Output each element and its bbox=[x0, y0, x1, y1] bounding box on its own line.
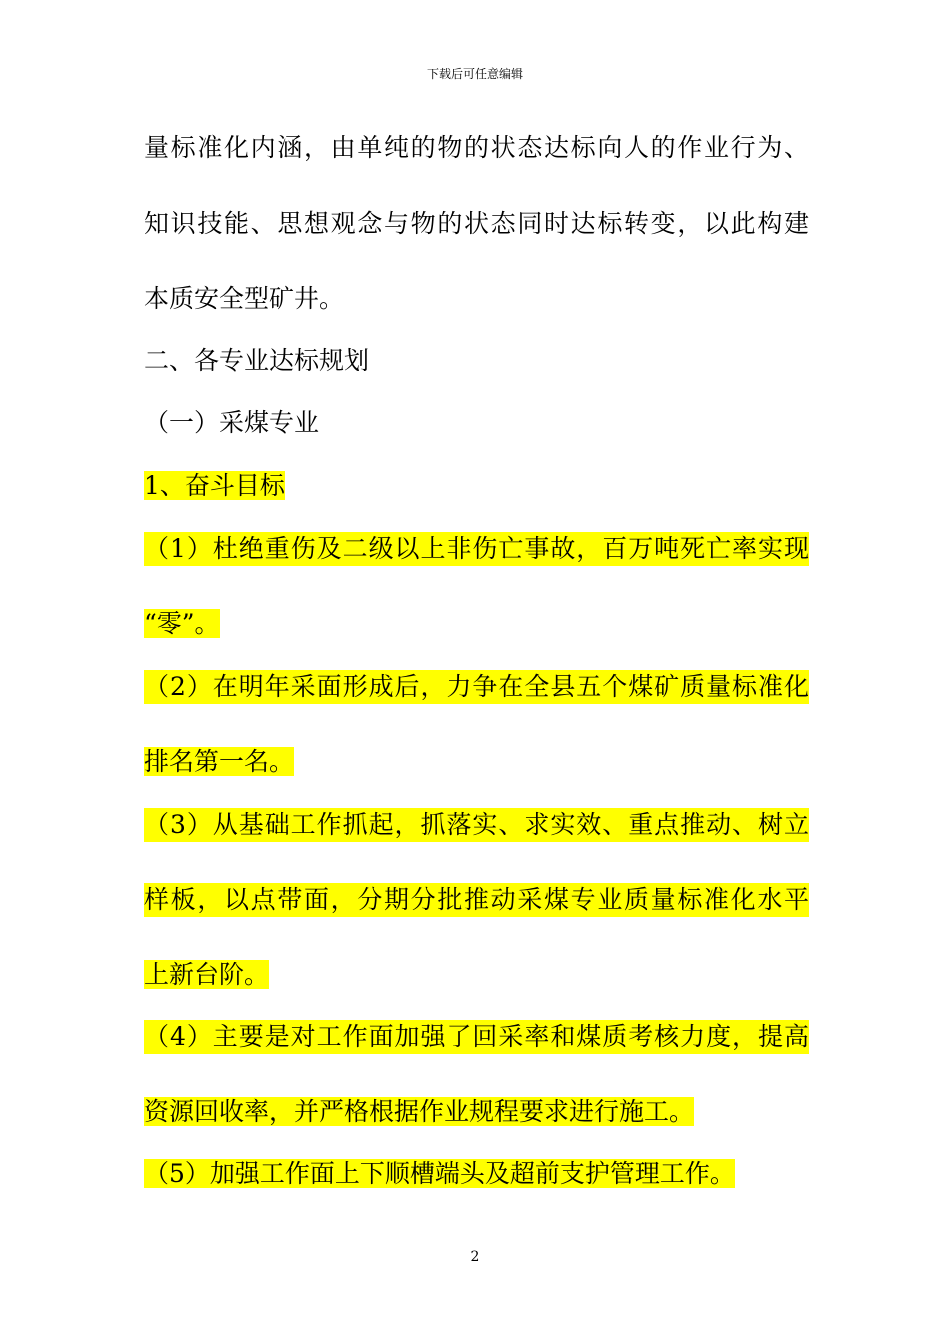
paragraph-line: 知识技能、思想观念与物的状态同时达标转变，以此构建 bbox=[144, 209, 809, 238]
highlighted-text: “零”。 bbox=[144, 609, 220, 638]
goal-item-1-line bbox=[144, 607, 809, 641]
goal-item-3-line: 样板，以点带面，分期分批推动采煤专业质量标准化水平 bbox=[144, 883, 809, 917]
subsection-heading: （一）采煤专业 bbox=[144, 408, 320, 437]
goal-heading bbox=[144, 469, 809, 503]
goal-item-4-line bbox=[144, 1095, 809, 1129]
highlighted-text: 资源回收率，并严格根据作业规程要求进行施工。 bbox=[144, 1097, 695, 1126]
goal-item-4-line: （4）主要是对工作面加强了回采率和煤质考核力度，提高 bbox=[144, 1020, 809, 1054]
highlighted-text: 排名第一名。 bbox=[144, 747, 295, 776]
paragraph-line: 量标准化内涵，由单纯的物的状态达标向人的作业行为、 bbox=[144, 133, 809, 162]
page-number: 2 bbox=[470, 1249, 480, 1265]
goal-item-2-line: （2）在明年采面形成后，力争在全县五个煤矿质量标准化 bbox=[144, 670, 809, 704]
section-heading: 二、各专业达标规划 bbox=[144, 346, 370, 375]
goal-item-2-line bbox=[144, 745, 809, 779]
page-header-note: 下载后可任意编辑 bbox=[426, 67, 523, 81]
paragraph-line: 本质安全型矿井。 bbox=[144, 284, 345, 313]
goal-item-3-line bbox=[144, 958, 809, 992]
goal-item-5-line bbox=[144, 1157, 809, 1191]
highlighted-text: （5）加强工作面上下顺槽端头及超前支护管理工作。 bbox=[144, 1159, 735, 1188]
goal-item-1-line: （1）杜绝重伤及二级以上非伤亡事故，百万吨死亡率实现 bbox=[144, 532, 809, 566]
highlighted-text: 上新台阶。 bbox=[144, 960, 270, 989]
highlighted-text: 1、奋斗目标 bbox=[144, 471, 285, 500]
goal-item-3-line: （3）从基础工作抓起，抓落实、求实效、重点推动、树立 bbox=[144, 808, 809, 842]
